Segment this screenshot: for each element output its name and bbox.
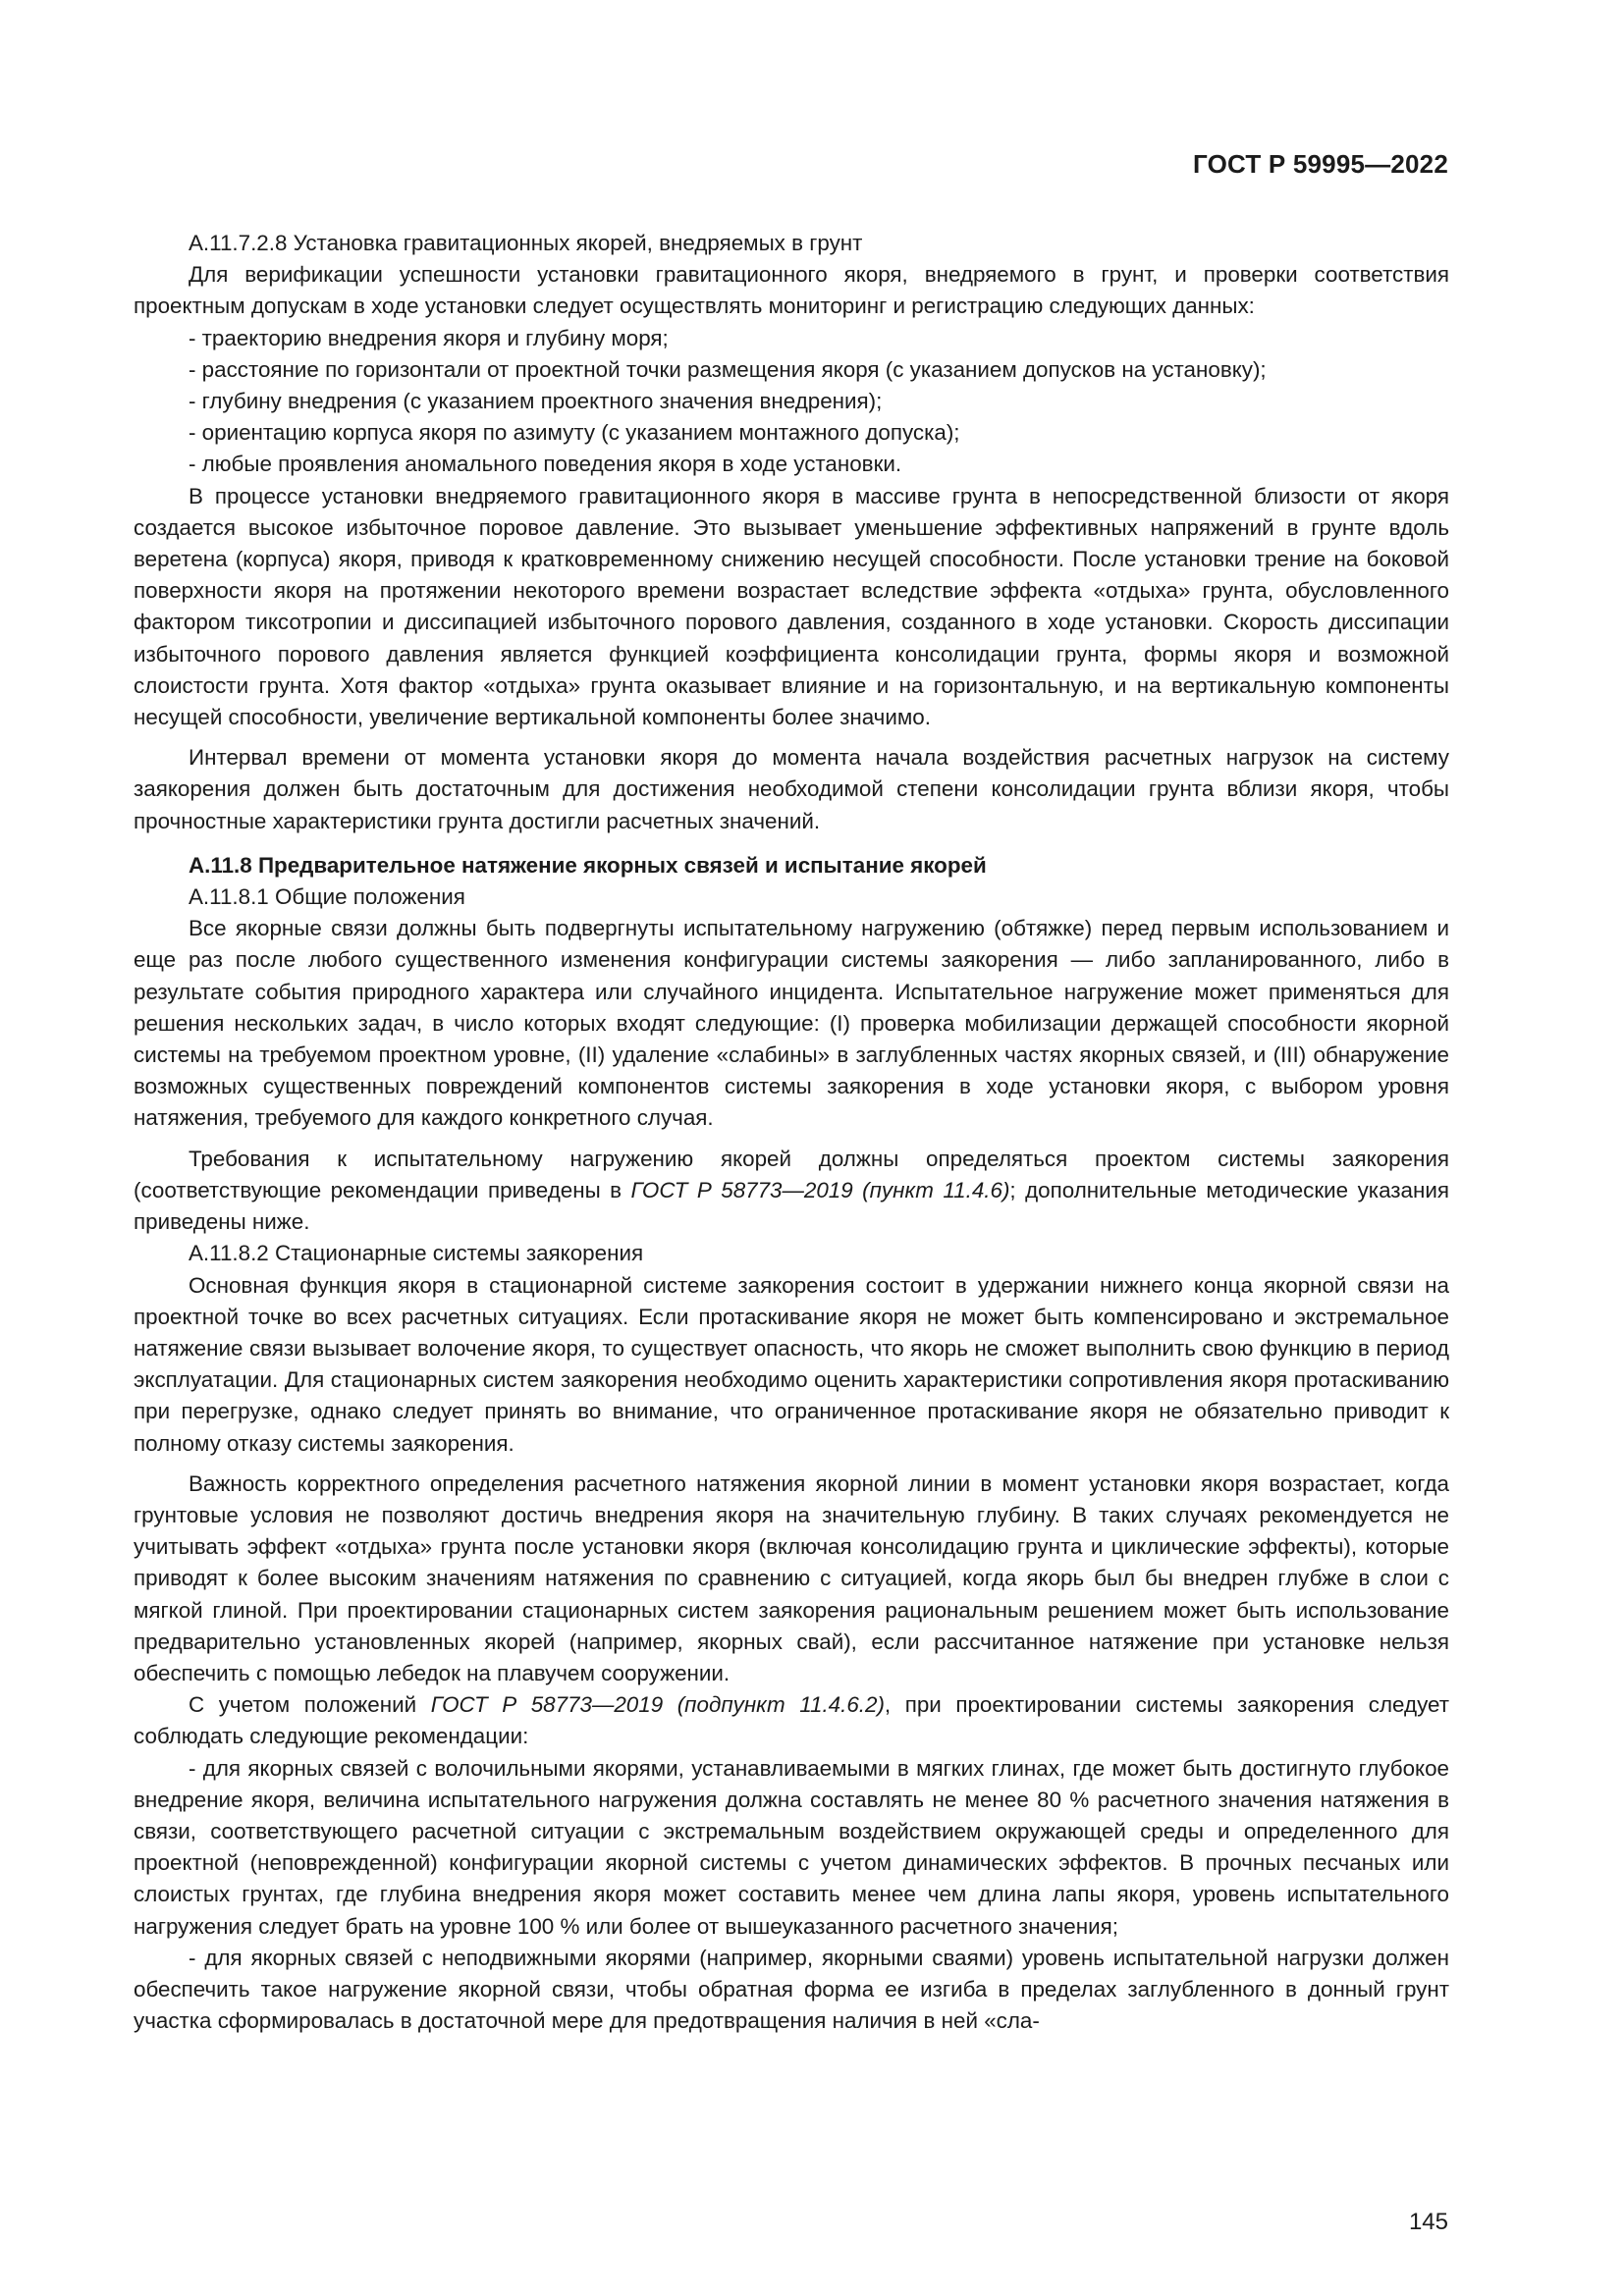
subsection-title-a118-1: А.11.8.1 Общие положения (189, 884, 465, 910)
standard-code: ГОСТ Р 59995—2022 (1193, 149, 1448, 179)
paragraph: - для якорных связей с неподвижными якорями (например, якорными сваями) уровень испытательной нагрузки должен обеспечить такое нагружение якорной связи, чтобы обратная форма ее изгиба в пределах заглубленного в донный грунт участка сформировалась в достаточной мере для предотвращения наличия в ней «сла- (134, 1945, 1449, 2034)
standard-reference: ГОСТ Р 58773—2019 (пункт 11.4.6) (630, 1177, 1010, 1202)
paragraph: - для якорных связей с волочильными якорями, устанавливаемыми в мягких глинах, где может быть достигнуто глубокое внедрение якоря, величина испытательного нагружения должна составлять не менее 80 % расчетного значения натяжения в связи, соответствующего расчетной ситуации с экстремальным воздействием окружающей среды и определенного для проектной (неповрежденной) конфигурации якорной системы с учетом динамических эффектов. В прочных песчаных или слоистых грунтах, где глубина внедрения якоря может составить менее чем длина лапы якоря, уровень испытательного нагружения следует брать на уровне 100 % или более от вышеуказанного расчетного значения; (134, 1755, 1449, 1939)
list-item: - ориентацию корпуса якоря по азимуту (с указанием монтажного допуска); (189, 420, 960, 446)
list-item: - расстояние по горизонтали от проектной точки размещения якоря (с указанием допусков на установку); (189, 356, 1267, 382)
monitoring-list (134, 323, 1449, 481)
page-number: 145 (1408, 2209, 1448, 2235)
paragraph: В процессе установки внедряемого гравитационного якоря в массиве грунта в непосредственной близости от якоря создается высокое избыточное поровое давление. Это вызывает уменьшение эффективных напряжений в грунте вдоль веретена (корпуса) якоря, приводя к кратковременному снижению несущей способности. После установки трение на боковой поверхности якоря на протяжении некоторого времени возрастает вследствие эффекта «отдыха» грунта, обусловленного фактором тиксотропии и диссипацией избыточного порового давления, созданного в ходе установки. Скорость диссипации избыточного порового давления является функцией коэффициента консолидации грунта, формы якоря и возможной слоистости грунта. Хотя фактор «отдыха» грунта оказывает влияние и на горизонтальную, и на вертикальную компоненты несущей способности, увеличение вертикальной компоненты более значимо. (134, 483, 1449, 730)
text-run: Требования к испытательному нагружению якорей должны определяться проектом системы заякорения (соответствующие рекомендации приведены в (134, 1146, 1449, 1202)
paragraph: Важность корректного определения расчетного натяжения якорной линии в момент установки якоря возрастает, когда грунтовые условия не позволяют достичь внедрения якоря на значительную глубину. В таких случаях рекомендуется не учитывать эффект «отдыха» грунта после установки якоря (включая консолидацию грунта и циклические эффекты), которые приводят к более высоким значениям натяжения по сравнению с ситуацией, когда якорь был бы внедрен глубже в слои с мягкой глиной. При проектировании стационарных систем заякорения рациональным решением может быть использование предварительно установленных якорей (например, якорных свай), если рассчитанное натяжение при установке нельзя обеспечить с помощью лебедок на плавучем сооружении. (134, 1470, 1449, 1685)
section-title-a118: А.11.8 Предварительное натяжение якорных связей и испытание якорей (189, 852, 987, 878)
text-run: ; дополнительные методические указания приведены ниже. (134, 1177, 1449, 1235)
list-item: - любые проявления аномального поведения якоря в ходе установки. (189, 452, 902, 477)
text-run: С учетом положений (189, 1692, 431, 1718)
list-item: - глубину внедрения (с указанием проектного значения внедрения); (189, 389, 883, 414)
subsection-title-a118-2: А.11.8.2 Стационарные системы заякорения (189, 1241, 644, 1266)
paragraph-with-reference (134, 1144, 1449, 1239)
paragraph: Основная функция якоря в стационарной системе заякорения состоит в удержании нижнего конца якорной связи на проектной точке во всех расчетных ситуациях. Если протаскивание якоря не может быть компенсировано и экстремальное натяжение связи вызывает волочение якоря, то существует опасность, что якорь не сможет выполнить свою функцию в период эксплуатации. Для стационарных систем заякорения необходимо оценить характеристики сопротивления якоря протаскиванию при перегрузке, однако следует принять во внимание, что ограниченное протаскивание якоря не обязательно приводит к полному отказу системы заякорения. (134, 1272, 1449, 1456)
section-title-a117-2-8: А.11.7.2.8 Установка гравитационных якорей, внедряемых в грунт (189, 231, 863, 255)
paragraph: Интервал времени от момента установки якоря до момента начала воздействия расчетных нагрузок на систему заякорения должен быть достаточным для достижения необходимой степени консолидации грунта вблизи якоря, чтобы прочностные характеристики грунта достигли расчетных значений. (134, 745, 1449, 833)
paragraph: Все якорные связи должны быть подвергнуты испытательному нагружению (обтяжке) перед первым использованием и еще раз после любого существенного изменения конфигурации системы заякорения — либо запланированного, либо в результате события природного характера или случайного инцидента. Испытательное нагружение может применяться для решения нескольких задач, в число которых входят следующие: (I) проверка мобилизации держащей способности якорной системы на требуемом проектном уровне, (II) удаление «слабины» в заглубленных частях якорных связей, и (III) обнаружение возможных существенных повреждений компонентов системы заякорения в ходе установки якоря, с выбором уровня натяжения, требуемого для каждого конкретного случая. (134, 916, 1449, 1131)
paragraph-intro: Для верификации успешности установки гравитационного якоря, внедряемого в грунт, и проверки соответствия проектным допускам в ходе установки следует осуществлять мониторинг и регистрацию следующих данных: (134, 262, 1449, 319)
list-item: - траекторию внедрения якоря и глубину моря; (189, 325, 669, 350)
document-body (134, 228, 1449, 2037)
text-run: , при проектировании системы заякорения следует соблюдать следующие рекомендации: (134, 1692, 1449, 1749)
paragraph-with-reference (134, 1689, 1449, 1752)
standard-reference: ГОСТ Р 58773—2019 (подпункт 11.4.6.2) (430, 1692, 885, 1718)
